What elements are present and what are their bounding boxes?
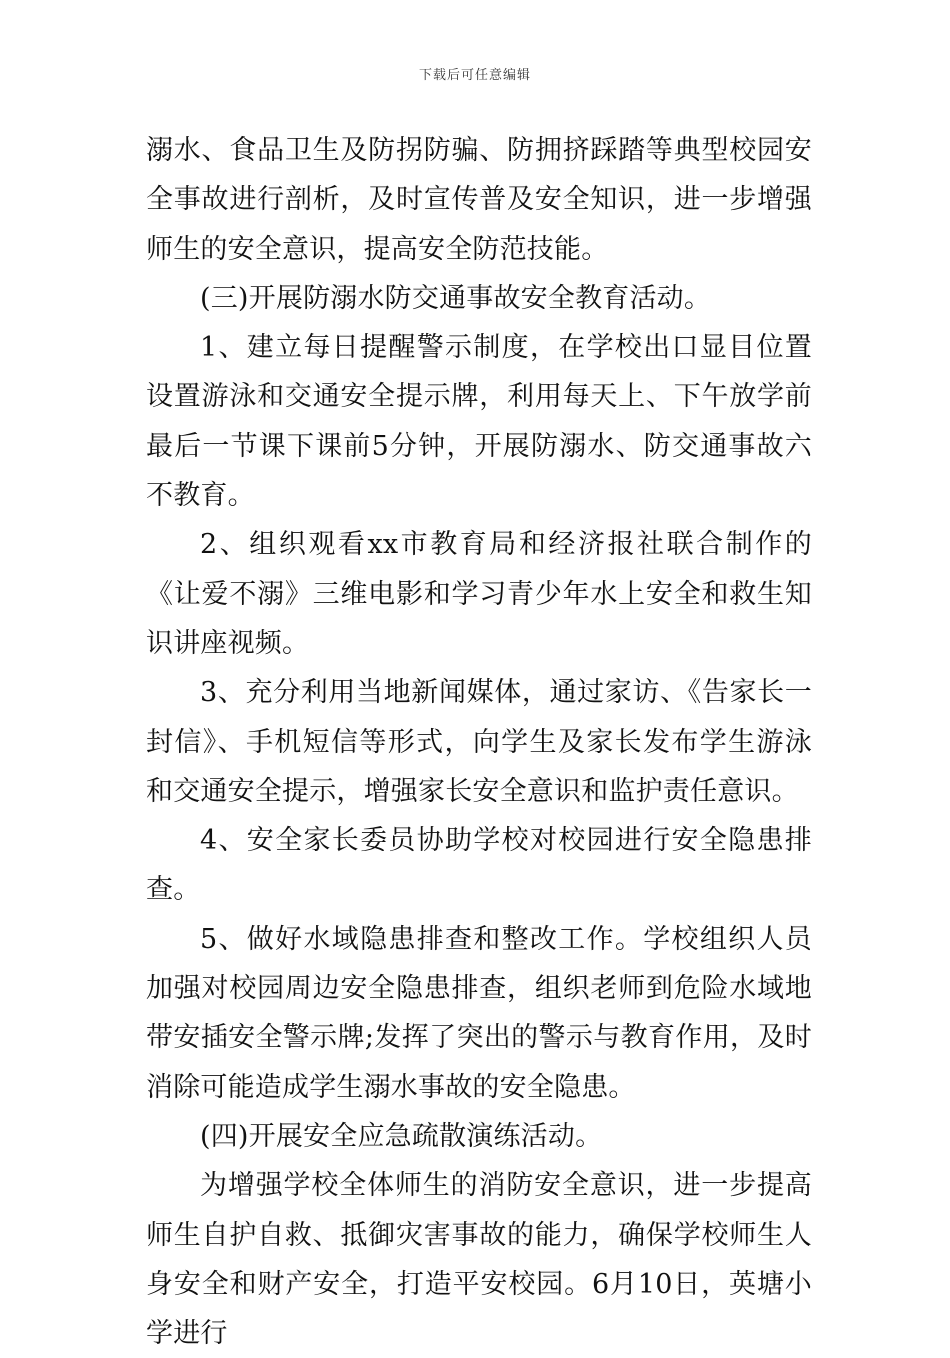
paragraph-continuation: 溺水、食品卫生及防拐防骗、防拥挤踩踏等典型校园安全事故进行剖析，及时宣传普及安全知识，进一步增强师生的安全意识，提高安全防范技能。 [146, 135, 812, 265]
paragraph-item-2: 2、组织观看xx市教育局和经济报社联合制作的《让爱不溺》三维电影和学习青少年水上安全和救生知识讲座视频。 [146, 529, 812, 659]
section-heading-3: (三)开展防溺水防交通事故安全教育活动。 [200, 282, 712, 314]
page-header: 下载后可任意编辑 [418, 68, 531, 83]
paragraph-item-1: 1、建立每日提醒警示制度，在学校出口显目位置设置游泳和交通安全提示牌，利用每天上、下午放学前最后一节课下课前5分钟，开展防溺水、防交通事故六不教育。 [146, 332, 812, 512]
paragraph-item-4: 4、安全家长委员协助学校对校园进行安全隐患排查。 [146, 825, 812, 906]
section-heading-4: (四)开展安全应急疏散演练活动。 [200, 1120, 603, 1152]
document-body [146, 126, 812, 1358]
paragraph-item-3: 3、充分利用当地新闻媒体，通过家访、《告家长一封信》、手机短信等形式，向学生及家长发布学生游泳和交通安全提示，增强家长安全意识和监护责任意识。 [146, 677, 812, 807]
paragraph-item-5: 5、做好水域隐患排查和整改工作。学校组织人员加强对校园周边安全隐患排查，组织老师到危险水域地带安插安全警示牌;发挥了突出的警示与教育作用，及时消除可能造成学生溺水事故的安全隐患。 [146, 923, 812, 1103]
paragraph-drill-intro: 为增强学校全体师生的消防安全意识，进一步提高师生自护自救、抵御灾害事故的能力，确保学校师生人身安全和财产安全，打造平安校园。6月10日，英塘小学进行 [146, 1170, 812, 1350]
